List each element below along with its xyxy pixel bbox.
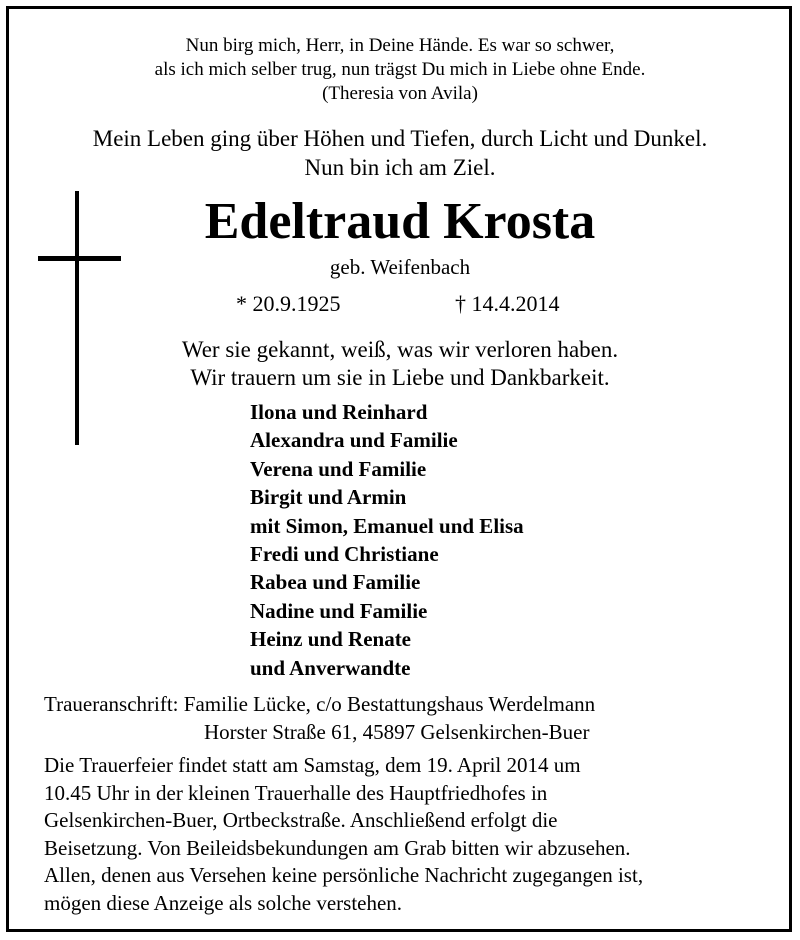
mourner-entry: Heinz und Renate [250, 627, 412, 652]
address-line: Horster Straße 61, 45897 Gelsenkirchen-Buer [204, 720, 590, 744]
mourner-entry: Rabea und Familie [250, 570, 421, 595]
mourner-entry: mit Simon, Emanuel und Elisa [250, 513, 524, 538]
notice-line: Die Trauerfeier findet statt am Samstag, dem 19. April 2014 um [44, 753, 581, 777]
birth-date: * 20.9.1925 [236, 291, 341, 316]
notice-line: mögen diese Anzeige als solche verstehen. [44, 890, 403, 915]
maiden-name: geb. Weifenbach [329, 255, 471, 279]
mourner-entry: Birgit und Armin [250, 485, 407, 510]
quote-line: Nun birg mich, Herr, in Deine Hände. Es war so schwer, [185, 35, 615, 56]
lament-line: Wer sie gekannt, weiß, was wir verloren haben. [181, 337, 619, 362]
notice-line: 10.45 Uhr in der kleinen Trauerhalle des Hauptfriedhofes in [44, 780, 548, 805]
motto-line: Nun bin ich am Ziel. [304, 155, 496, 180]
opening-quote [0, 34, 800, 106]
mourner-entry: Verena und Familie [250, 456, 427, 481]
quote-line: als ich mich selber trug, nun trägst Du mich in Liebe ohne Ende. [154, 59, 646, 80]
deceased-name: Edeltraud Krosta [204, 193, 596, 250]
mourner-entry: und Anverwandte [250, 655, 411, 680]
death-date: † 14.4.2014 [455, 291, 560, 316]
mourning-address [44, 690, 595, 746]
mourner-entry: Nadine und Familie [250, 598, 428, 623]
mourner-entry: Fredi und Christiane [250, 542, 439, 567]
notice-line: Allen, denen aus Versehen keine persönliche Nachricht zugegangen ist, [44, 863, 644, 887]
address-line: Traueranschrift: Familie Lücke, c/o Bestattungshaus Werdelmann [44, 692, 596, 716]
notice-line: Beisetzung. Von Beileidsbekundungen am Grab bitten wir abzusehen. [44, 835, 631, 860]
life-motto [0, 124, 800, 182]
lament-line: Wir trauern um sie in Liebe und Dankbarkeit. [190, 365, 610, 390]
notice-line: Gelsenkirchen-Buer, Ortbeckstraße. Anschließend erfolgt die [44, 808, 558, 832]
funeral-notice [44, 752, 764, 917]
quote-attribution: (Theresia von Avila) [322, 83, 478, 104]
mourner-entry: Alexandra und Familie [250, 428, 458, 453]
mourners-list [250, 398, 524, 682]
motto-line: Mein Leben ging über Höhen und Tiefen, durch Licht und Dunkel. [92, 126, 708, 151]
mourner-entry: Ilona und Reinhard [250, 400, 428, 424]
lament-text [0, 336, 800, 392]
